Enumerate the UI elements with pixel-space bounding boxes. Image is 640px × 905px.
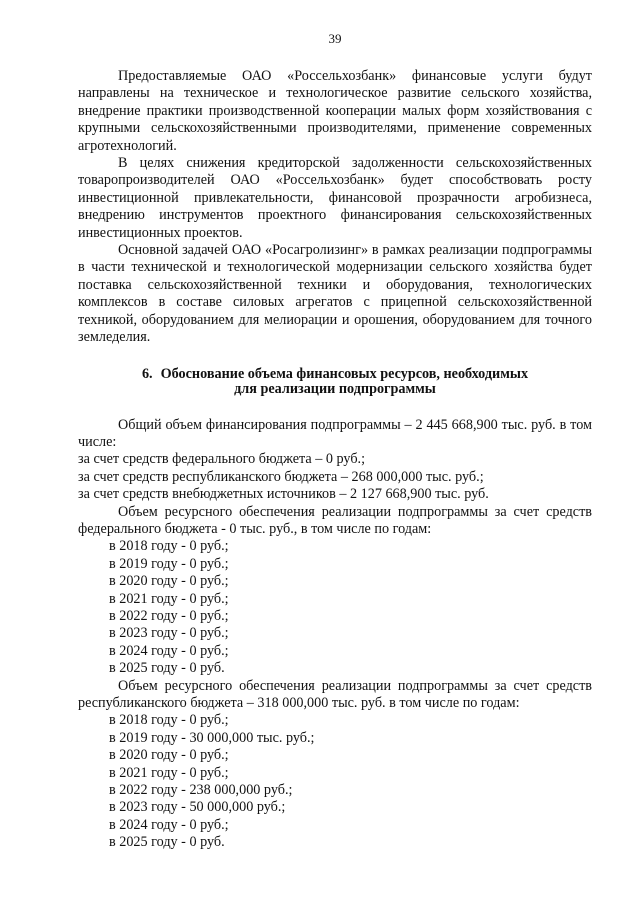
paragraph-rosselkhozbank-services: Предоставляемые ОАО «Россельхозбанк» финансовые услуги будут направлены на техническое и технологическое развитие сельского хозяйства, внедрение практики производственной кооперации малых форм хозяйствования с крупными сельскохозяйственными производителями, применение современных агротехнологий. bbox=[78, 68, 592, 154]
page-number: 39 bbox=[328, 31, 342, 46]
list-item: в 2021 году - 0 руб.; bbox=[109, 590, 229, 607]
paragraph-total-funding: Общий объем финансирования подпрограммы – 2 445 668,900 тыс. руб. в том числе: bbox=[78, 416, 592, 450]
section-title-part-2: для реализации подпрограммы bbox=[234, 380, 436, 397]
list-item: в 2024 году - 0 руб.; bbox=[109, 816, 229, 833]
section-title-part-1: Обоснование объема финансовых ресурсов, необходимых bbox=[160, 365, 529, 382]
source-extrabudgetary: за счет средств внебюджетных источников – 2 127 668,900 тыс. руб. bbox=[78, 486, 489, 503]
list-item: в 2018 году - 0 руб.; bbox=[109, 538, 229, 555]
source-republican: за счет средств республиканского бюджета – 268 000,000 тыс. руб.; bbox=[78, 468, 484, 485]
list-item: в 2021 году - 0 руб.; bbox=[109, 764, 229, 781]
list-item: в 2020 году - 0 руб.; bbox=[109, 573, 229, 590]
section-heading-line-1 bbox=[78, 367, 592, 382]
list-item: в 2023 году - 0 руб.; bbox=[109, 625, 229, 642]
list-item: в 2018 году - 0 руб.; bbox=[109, 712, 229, 729]
list-item: в 2020 году - 0 руб.; bbox=[109, 747, 229, 764]
source-federal: за счет средств федерального бюджета – 0 руб.; bbox=[78, 451, 366, 468]
paragraph-republican-budget: Объем ресурсного обеспечения реализации подпрограммы за счет средств республиканского бюджета – 318 000,000 тыс. руб. в том числе по годам: bbox=[78, 677, 592, 711]
list-item: в 2019 году - 0 руб.; bbox=[109, 555, 229, 572]
section-heading bbox=[78, 367, 592, 397]
section-number: 6. bbox=[141, 365, 153, 382]
list-item: в 2022 году - 0 руб.; bbox=[109, 607, 229, 624]
paragraph-debt-reduction: В целях снижения кредиторской задолженности сельскохозяйственных товаропроизводителей ОАО «Россельхозбанк» будет способствовать росту инвестиционной привлекательности, финансовой прозрачности агробизнеса, внедрению инструментов проектного финансирования сельскохозяйственных инвестиционных проектов. bbox=[78, 155, 592, 241]
paragraph-federal-budget: Объем ресурсного обеспечения реализации подпрограммы за счет средств федерального бюджета - 0 тыс. руб., в том числе по годам: bbox=[78, 503, 592, 537]
list-item: в 2025 году - 0 руб. bbox=[109, 834, 225, 851]
republican-years-list bbox=[78, 712, 592, 851]
federal-years-list bbox=[78, 538, 592, 677]
document-page bbox=[78, 30, 592, 852]
list-item: в 2022 году - 238 000,000 руб.; bbox=[109, 782, 293, 799]
list-item: в 2025 году - 0 руб. bbox=[109, 660, 225, 677]
list-item: в 2019 году - 30 000,000 тыс. руб.; bbox=[109, 729, 315, 746]
list-item: в 2024 году - 0 руб.; bbox=[109, 642, 229, 659]
paragraph-rosagroleasing-task: Основной задачей ОАО «Росагролизинг» в рамках реализации подпрограммы в части технической и технологической модернизации сельского хозяйства будет поставка сельскохозяйственной техники и оборудования, технологических комплексов в составе силовых агрегатов с прицепной сельскохозяйственной техникой, оборудованием для мелиорации и орошения, оборудованием для точного земледелия. bbox=[78, 242, 592, 346]
list-item: в 2023 году - 50 000,000 руб.; bbox=[109, 799, 286, 816]
